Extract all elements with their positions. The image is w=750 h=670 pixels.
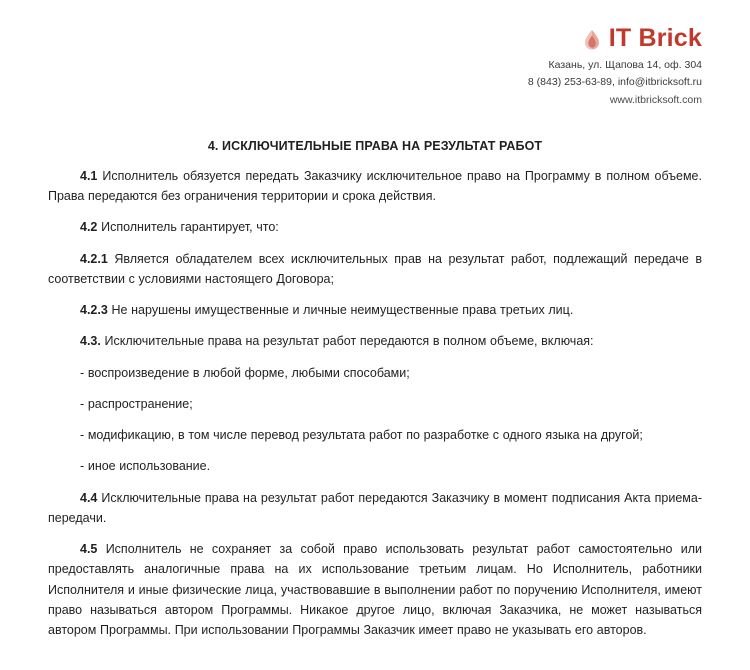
paragraph-number: 4.2.3 xyxy=(80,303,108,318)
list-item-modification xyxy=(48,425,702,445)
paragraph-number: 4.4 xyxy=(80,490,98,505)
brand-logo[interactable] xyxy=(528,26,702,51)
document-header xyxy=(48,26,702,109)
paragraph-text: Исполнитель обязуется передать Заказчику исключительное право на Программу в полном объеме. Права передаются без ограничения территории и срока действия. xyxy=(48,168,702,204)
paragraph-number: 4.2.1 xyxy=(80,251,108,266)
list-item-other-use xyxy=(48,456,702,476)
paragraph-4-1 xyxy=(48,166,702,207)
page-title: 4. ИСКЛЮЧИТЕЛЬНЫЕ ПРАВА НА РЕЗУЛЬТАТ РАБОТ xyxy=(207,138,543,153)
paragraph-4-2-1 xyxy=(48,249,702,290)
paragraph-4-2 xyxy=(48,217,702,237)
list-item-distribution xyxy=(48,394,702,414)
paragraph-text: - иное использование. xyxy=(80,459,211,474)
flame-mark-icon xyxy=(582,29,602,51)
paragraph-text: Является обладателем всех исключительных прав на результат работ, подлежащий передаче в соответствии с условиями настоящего Договора; xyxy=(48,251,702,286)
paragraph-text: Исключительные права на результат работ передаются в полном объеме, включая: xyxy=(104,334,594,349)
paragraph-number: 4.1 xyxy=(80,168,98,183)
paragraph-number: 4.2 xyxy=(80,220,98,235)
brand-name: IT Brick xyxy=(608,24,702,52)
paragraph-number: 4.5 xyxy=(80,542,98,557)
brand-website[interactable]: www.itbricksoft.com xyxy=(609,93,702,106)
brand-address: Казань, ул. Щапова 14, оф. 304 xyxy=(548,59,702,71)
paragraph-text: - распространение; xyxy=(80,396,193,411)
paragraph-4-3 xyxy=(48,331,702,351)
paragraph-4-4 xyxy=(48,488,702,529)
paragraph-text: - модификацию, в том числе перевод результата работ по разработке с одного языка на другой; xyxy=(80,428,643,443)
paragraph-text: Исполнитель не сохраняет за собой право использовать результат работ самостоятельно или предоставлять аналогичные права на их использование третьим лицам. Но Исполнитель, работники Исполнителя и иные физические лица, участвовавшие в выполнении работ по поручению Исполнителя, имеют право называться автором Программы. Никакое другое лицо, включая Заказчика, не может называться автором Программы. При использовании Программы Заказчик имеет право не указывать его авторов. xyxy=(48,542,702,638)
paragraph-4-5 xyxy=(48,539,702,640)
paragraph-text: Не нарушены имущественные и личные неимущественные права третьих лиц. xyxy=(111,303,574,318)
brand-block xyxy=(528,26,702,109)
paragraph-text: Исключительные права на результат работ передаются Заказчику в момент подписания Акта приема-передачи. xyxy=(48,490,702,525)
paragraph-text: Исполнитель гарантирует, что: xyxy=(101,220,279,235)
brand-phone-email: 8 (843) 253-63-89, info@itbricksoft.ru xyxy=(527,76,702,89)
paragraph-text: - воспроизведение в любой форме, любыми способами; xyxy=(80,365,410,380)
paragraph-4-2-3 xyxy=(48,300,702,320)
brand-contacts xyxy=(528,57,702,109)
list-item-reproduction xyxy=(48,363,702,383)
paragraph-number: 4.3. xyxy=(80,334,101,349)
page-bottom-spacer xyxy=(48,640,702,670)
